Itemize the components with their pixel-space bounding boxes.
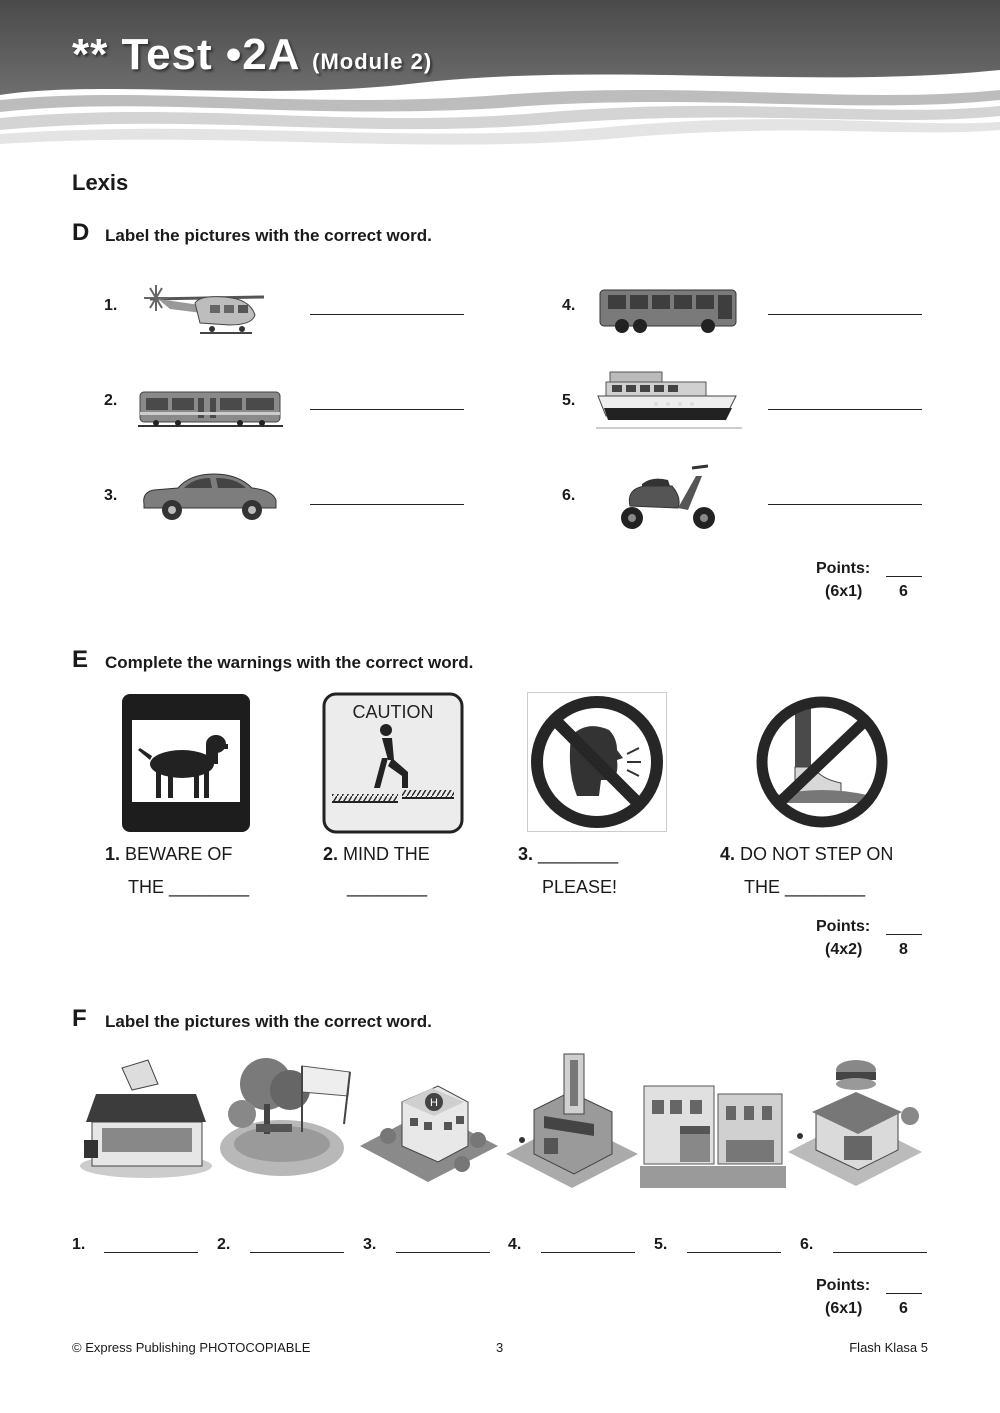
answer-blank[interactable] <box>310 314 464 315</box>
hospital-icon <box>358 1066 500 1184</box>
shopping-street-icon <box>640 1080 786 1188</box>
points-formula: (6x1) <box>825 1300 863 1317</box>
dog-warning-sign <box>120 692 252 834</box>
points-formula: (4x2) <box>825 941 863 958</box>
cinema-icon <box>504 1050 640 1190</box>
points-box-e <box>802 918 922 964</box>
warning-4-line1: 4. DO NOT STEP ON <box>720 844 894 864</box>
tram-icon <box>138 388 283 430</box>
warning-3-line2: PLEASE! <box>542 877 618 897</box>
helicopter-icon <box>140 283 265 338</box>
section-f-instruction: Label the pictures with the correct word. <box>105 1012 432 1031</box>
bus-icon <box>598 286 738 334</box>
answer-blank[interactable] <box>310 409 464 410</box>
f-item-num: 3. <box>363 1236 377 1253</box>
no-step-grass-sign <box>755 695 889 829</box>
d-item-num: 6. <box>562 487 576 504</box>
sign-caution-text: CAUTION <box>352 702 434 722</box>
d-item-num: 5. <box>562 392 576 409</box>
svg-text:H: H <box>430 1097 438 1109</box>
section-heading: Lexis <box>72 170 129 195</box>
car-icon <box>140 470 280 522</box>
answer-blank[interactable] <box>541 1252 635 1253</box>
section-d-letter: D <box>72 219 90 246</box>
warning-1-line1: 1. BEWARE OF <box>105 844 233 864</box>
park-icon <box>216 1052 356 1180</box>
warning-2-line1: 2. MIND THE <box>323 844 430 864</box>
warning-1-line2[interactable]: THE ________ <box>128 877 250 897</box>
points-label: Points: <box>816 1277 871 1294</box>
answer-blank[interactable] <box>104 1252 198 1253</box>
no-shouting-sign <box>527 692 667 832</box>
f-item-num: 5. <box>654 1236 668 1253</box>
points-blank[interactable] <box>886 576 922 577</box>
f-item-num: 1. <box>72 1236 86 1253</box>
section-f-letter: F <box>72 1005 87 1032</box>
caution-step-sign <box>322 692 464 834</box>
post-office-icon <box>78 1058 214 1180</box>
section-e-letter: E <box>72 646 89 673</box>
warning-3-line1[interactable]: 3. ________ <box>518 844 619 864</box>
warning-4-line2[interactable]: THE ________ <box>744 877 866 897</box>
section-d-instruction: Label the pictures with the correct word. <box>105 226 432 245</box>
answer-blank[interactable] <box>310 504 464 505</box>
section-e-instruction: Complete the warnings with the correct word. <box>105 653 474 672</box>
points-box-d <box>802 560 922 606</box>
answer-blank[interactable] <box>687 1252 781 1253</box>
f-item-num: 2. <box>217 1236 231 1253</box>
f-item-num: 4. <box>508 1236 522 1253</box>
points-formula: (6x1) <box>825 583 863 600</box>
answer-blank[interactable] <box>396 1252 490 1253</box>
f-item-num: 6. <box>800 1236 814 1253</box>
scooter-icon <box>612 458 724 532</box>
ferry-icon <box>596 364 742 434</box>
points-total: 8 <box>899 941 908 958</box>
footer-page-number: 3 <box>496 1340 504 1355</box>
points-blank[interactable] <box>886 1293 922 1294</box>
answer-blank[interactable] <box>768 409 922 410</box>
page-title <box>72 30 432 80</box>
footer-copyright: © Express Publishing PHOTOCOPIABLE <box>72 1340 311 1355</box>
answer-blank[interactable] <box>250 1252 344 1253</box>
points-total: 6 <box>899 583 908 600</box>
d-item-num: 4. <box>562 297 576 314</box>
d-item-num: 2. <box>104 392 118 409</box>
points-total: 6 <box>899 1300 908 1317</box>
answer-blank[interactable] <box>833 1252 927 1253</box>
d-item-num: 1. <box>104 297 118 314</box>
d-item-num: 3. <box>104 487 118 504</box>
fast-food-restaurant-icon <box>786 1056 926 1188</box>
points-label: Points: <box>816 560 871 577</box>
answer-blank[interactable] <box>768 314 922 315</box>
points-label: Points: <box>816 918 871 935</box>
footer-book-title: Flash Klasa 5 <box>849 1340 928 1355</box>
title-module: (Module 2) <box>312 49 433 74</box>
points-box-f <box>802 1277 922 1323</box>
warning-2-line2[interactable]: ________ <box>347 877 428 897</box>
title-main: ** Test •2A <box>72 30 299 79</box>
answer-blank[interactable] <box>768 504 922 505</box>
points-blank[interactable] <box>886 934 922 935</box>
